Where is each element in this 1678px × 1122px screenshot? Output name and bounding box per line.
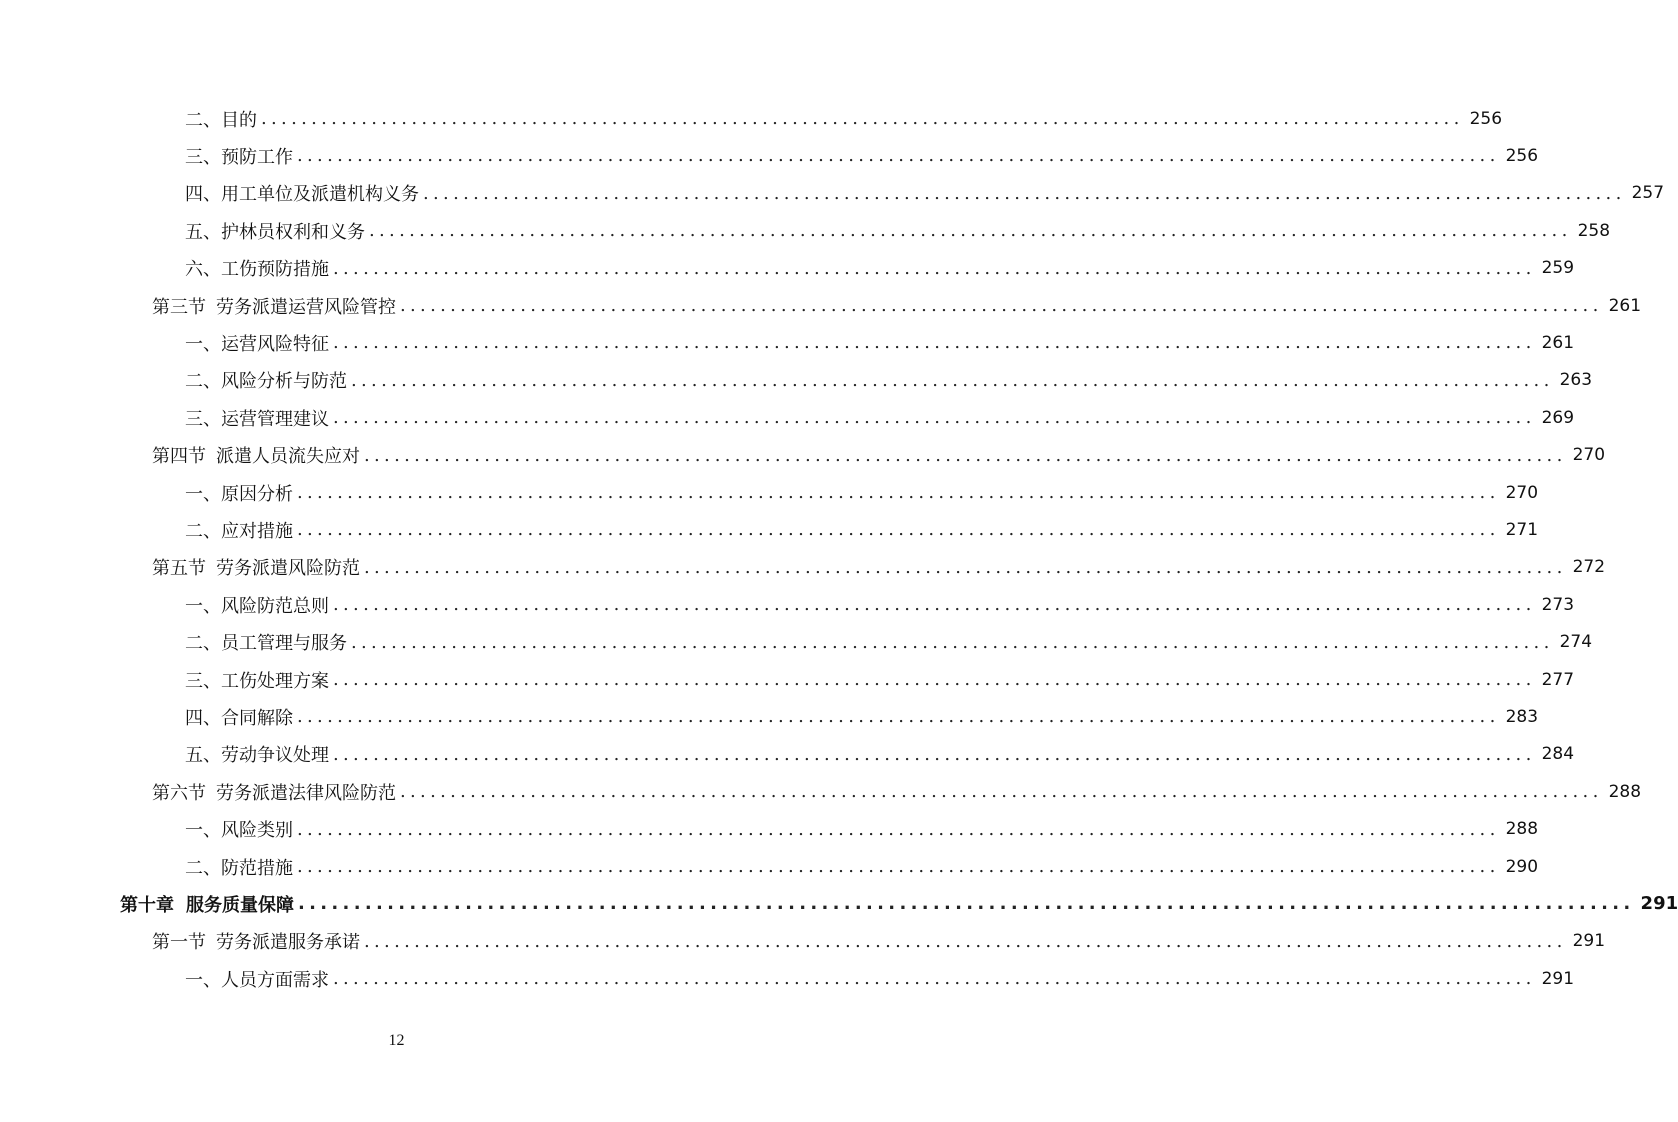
page-number: 12 <box>388 1032 405 1049</box>
toc-entry-page: 257 <box>1631 183 1665 204</box>
toc-entry-title: 劳务派遣服务承诺 <box>216 932 360 954</box>
toc-entry-page: 271 <box>1505 519 1539 540</box>
toc-entry-title: 工伤预防措施 <box>221 259 329 281</box>
toc-dot-leader: ........................................................................................................................ <box>364 930 1567 952</box>
toc-entry[interactable] <box>185 474 1539 511</box>
toc-dot-leader: ........................................................................................................................ <box>369 220 1572 242</box>
toc-entry-number: 六、 <box>185 259 221 281</box>
toc-entry[interactable] <box>185 586 1575 623</box>
toc-dot-leader: ........................................................................................................................ <box>423 182 1626 204</box>
toc-entry[interactable] <box>185 212 1611 249</box>
toc-entry-title: 服务质量保障 <box>186 894 294 916</box>
toc-entry-title: 防范措施 <box>221 857 293 879</box>
toc-dot-leader: ........................................................................................................................ <box>333 968 1536 990</box>
toc-entry-page: 261 <box>1541 332 1575 353</box>
toc-entry[interactable] <box>185 250 1575 287</box>
toc-dot-leader: ........................................................................................................................ <box>297 145 1500 167</box>
toc-entry-page: 272 <box>1572 557 1606 578</box>
toc-entry-title: 派遣人员流失应对 <box>216 446 360 468</box>
toc-entry-number: 二、 <box>185 633 221 655</box>
toc-entry-title: 应对措施 <box>221 520 293 542</box>
toc-dot-leader: ........................................................................................................................ <box>333 594 1536 616</box>
toc-entry-page: 261 <box>1608 295 1642 316</box>
toc-entry-page: 274 <box>1559 632 1593 653</box>
toc-entry-number: 三、 <box>185 670 221 692</box>
toc-entry-number: 一、 <box>185 595 221 617</box>
toc-entry-number: 第一节 <box>152 932 206 954</box>
toc-entry-number: 三、 <box>185 408 221 430</box>
toc-dot-leader: ........................................................................................................................ <box>351 369 1554 391</box>
toc-entry-number: 五、 <box>185 221 221 243</box>
toc-entry-page: 270 <box>1572 445 1606 466</box>
toc-entry[interactable] <box>185 848 1539 885</box>
toc-entry[interactable] <box>185 661 1575 698</box>
toc-entry-number: 二、 <box>185 371 221 393</box>
toc-dot-leader: ........................................................................................................................ <box>400 295 1603 316</box>
toc-entry-title: 风险类别 <box>221 820 293 842</box>
toc-entry[interactable] <box>152 773 1642 810</box>
toc-entry-number: 一、 <box>185 333 221 355</box>
toc-entry-number: 二、 <box>185 520 221 542</box>
toc-entry[interactable] <box>185 100 1503 137</box>
toc-entry-page: 291 <box>1572 931 1606 952</box>
toc-entry-page: 291 <box>1640 893 1678 915</box>
toc-entry-title: 预防工作 <box>221 146 293 168</box>
toc-entry-number: 第四节 <box>152 446 206 468</box>
toc-dot-leader: ........................................................................................................................ <box>333 407 1536 429</box>
toc-entry-title: 护林员权利和义务 <box>221 221 365 243</box>
toc-entry-page: 269 <box>1541 407 1575 428</box>
toc-dot-leader: ........................................................................................................................ <box>333 332 1536 354</box>
toc-entry-title: 工伤处理方案 <box>221 670 329 692</box>
toc-entry[interactable] <box>185 698 1539 735</box>
toc-entry-page: 291 <box>1541 968 1575 989</box>
toc-entry-page: 277 <box>1541 669 1575 690</box>
toc-entry-number: 二、 <box>185 109 221 131</box>
toc-entry[interactable] <box>185 399 1575 436</box>
toc-dot-leader: ........................................................................................................................ <box>297 706 1500 728</box>
toc-entry[interactable] <box>185 324 1575 361</box>
toc-dot-leader: ........................................................................................................................ <box>297 856 1500 877</box>
toc-entry[interactable] <box>185 362 1593 399</box>
toc-entry-page: 259 <box>1541 258 1575 279</box>
toc-entry-title: 人员方面需求 <box>221 969 329 991</box>
toc-entry-page: 270 <box>1505 482 1539 503</box>
toc-entry[interactable] <box>185 175 1665 212</box>
toc-entry[interactable] <box>185 511 1539 548</box>
toc-entry-title: 员工管理与服务 <box>221 633 347 655</box>
toc-entry-page: 290 <box>1505 856 1539 877</box>
toc-entry-title: 运营风险特征 <box>221 333 329 355</box>
toc-entry-number: 一、 <box>185 820 221 842</box>
toc-entry-page: 258 <box>1577 220 1611 241</box>
toc-dot-leader: ........................................................................................................................ <box>297 519 1500 541</box>
toc-entry-number: 一、 <box>185 969 221 991</box>
toc-dot-leader: ........................................................................................................................ <box>297 818 1500 840</box>
toc-dot-leader: ........................................................................................................................ <box>333 257 1536 279</box>
toc-entry-number: 第十章 <box>120 894 174 916</box>
toc-dot-leader: ........................................................................................................................ <box>364 556 1567 578</box>
toc-dot-leader: ........................................................................................................................ <box>333 669 1536 690</box>
toc-entry-title: 劳动争议处理 <box>221 745 329 767</box>
toc-entry-number: 四、 <box>185 707 221 729</box>
toc-entry-page: 256 <box>1505 145 1539 166</box>
toc-entry-page: 288 <box>1505 819 1539 840</box>
toc-entry-number: 二、 <box>185 857 221 879</box>
toc-entry-number: 第五节 <box>152 558 206 580</box>
toc-entry[interactable] <box>185 624 1593 661</box>
toc-dot-leader: ........................................................................................................................ <box>297 482 1500 503</box>
toc-entry-number: 第三节 <box>152 296 206 318</box>
toc-entry-title: 劳务派遣法律风险防范 <box>216 782 396 804</box>
toc-entry-title: 劳务派遣运营风险管控 <box>216 296 396 318</box>
toc-entry[interactable] <box>185 960 1575 997</box>
toc-entry-page: 273 <box>1541 594 1575 615</box>
toc-entry-number: 四、 <box>185 184 221 206</box>
toc-dot-leader: ........................................................................................................................ <box>351 631 1554 653</box>
toc-entry-page: 263 <box>1559 370 1593 391</box>
toc-entry[interactable] <box>152 287 1642 324</box>
toc-entry-page: 288 <box>1608 781 1642 802</box>
toc-entry-page: 283 <box>1505 706 1539 727</box>
toc-entry-title: 目的 <box>221 109 257 131</box>
toc-entry[interactable] <box>152 549 1606 586</box>
toc-entry-title: 运营管理建议 <box>221 408 329 430</box>
toc-dot-leader: ........................................................................................................................ <box>333 743 1536 765</box>
toc-dot-leader: ........................................................................................................................ <box>400 781 1603 803</box>
toc-entry[interactable] <box>120 885 1678 922</box>
toc-entry-title: 劳务派遣风险防范 <box>216 558 360 580</box>
toc-entry-title: 合同解除 <box>221 707 293 729</box>
toc-entry-title: 风险分析与防范 <box>221 371 347 393</box>
toc-entry[interactable] <box>152 437 1606 474</box>
toc-entry-number: 一、 <box>185 483 221 505</box>
toc-entry-number: 第六节 <box>152 782 206 804</box>
toc-dot-leader: ........................................................................................................................ <box>261 108 1464 129</box>
toc-entry-title: 用工单位及派遣机构义务 <box>221 184 419 206</box>
toc-entry-page: 256 <box>1469 108 1503 129</box>
toc-entry-title: 风险防范总则 <box>221 595 329 617</box>
toc-dot-leader: ........................................................................................................................ <box>298 893 1635 915</box>
toc-entry-number: 三、 <box>185 146 221 168</box>
toc-entry[interactable] <box>185 811 1539 848</box>
toc-entry-number: 五、 <box>185 745 221 767</box>
toc-entry[interactable] <box>152 923 1606 960</box>
toc-entry-title: 原因分析 <box>221 483 293 505</box>
toc-entry[interactable] <box>185 736 1575 773</box>
toc-entry-page: 284 <box>1541 744 1575 765</box>
toc-dot-leader: ........................................................................................................................ <box>364 444 1567 466</box>
toc-entry[interactable] <box>185 137 1539 174</box>
